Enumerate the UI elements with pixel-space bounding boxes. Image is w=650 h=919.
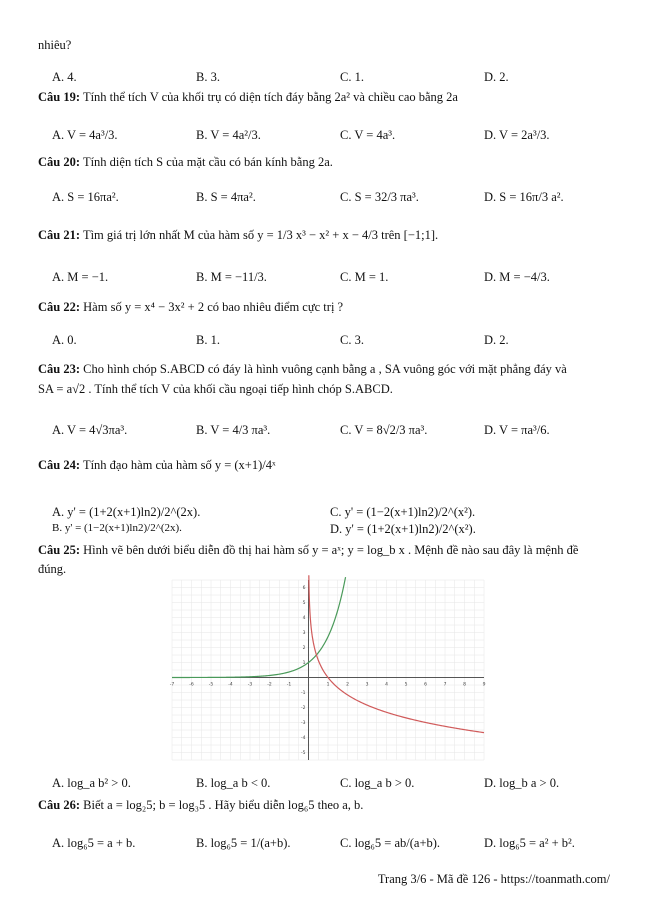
q18-option-a: A. 4. [52,70,77,84]
q23-option-b: B. V = 4/3 πa³. [196,423,271,437]
y-tick-label: -5 [301,751,306,756]
q21-option-d: D. M = −4/3. [484,270,550,284]
x-tick-label: 3 [365,682,369,688]
q23-text-line1: Cho hình chóp S.ABCD có đáy là hình vuông cạnh bằng a , SA vuông góc với mặt phẳng đáy và [83,362,567,376]
q19-label: Câu 19: [38,90,81,104]
x-tick-label: -4 [228,682,233,688]
x-tick-label: -7 [169,682,175,688]
q24-text: Tính đạo hàm của hàm số y = (x+1)/4ˣ [82,458,276,472]
x-tick-label: -3 [247,682,253,688]
q22-text: Hàm số y = x⁴ − 3x² + 2 có bao nhiêu điểm cực trị ? [83,300,344,314]
q19-option-b: B. V = 4a²/3. [196,128,261,142]
q23-option-a: A. V = 4√3πa³. [52,423,128,437]
q19-option-a: A. V = 4a³/3. [52,128,118,142]
y-tick-label: 1 [302,661,306,666]
q22-option-b: B. 1. [196,333,220,347]
y-tick-label: 3 [302,631,306,636]
q26-option-b: B. log₆5 = 1/(a+b). [196,836,291,850]
q24-option-c: C. y' = (1−2(x+1)ln2)/2^(x²). [330,505,476,519]
q20-option-d: D. S = 16π/3 a². [484,190,564,204]
q21-stem [38,228,438,243]
q23-text-line2: SA = a√2 . Tính thể tích V của khối cầu ngoại tiếp hình chóp S.ABCD. [38,382,393,396]
x-tick-label: 2 [346,682,349,688]
q18-option-c: C. 1. [340,70,364,84]
q22-label: Câu 22: [38,300,81,314]
y-tick-label: -4 [301,736,306,741]
y-tick-label: 6 [302,586,306,591]
q21-option-b: B. M = −11/3. [196,270,267,284]
q20-stem [38,155,333,170]
q20-option-b: B. S = 4πa². [196,190,256,204]
page-footer: Trang 3/6 - Mã đề 126 - https://toanmath.com/ [377,872,610,886]
x-tick-label: 1 [326,682,330,688]
q19-stem [38,90,458,105]
q23-option-d: D. V = πa³/6. [484,423,550,437]
q19-option-d: D. V = 2a³/3. [484,128,550,142]
q21-option-c: C. M = 1. [340,270,389,284]
q22-stem [38,300,343,315]
q20-text: Tính diện tích S của mặt cầu có bán kính bằng 2a. [82,155,333,169]
function-graph [169,580,486,760]
q25-option-c: C. log_a b > 0. [340,776,415,790]
x-tick-label: 9 [482,682,486,688]
question-tail: nhiêu? [38,38,72,52]
y-tick-label: -3 [301,721,306,726]
q25-text-line2: đúng. [38,562,67,576]
q21-option-a: A. M = −1. [52,270,109,284]
q25-text-line1: Hình vẽ bên dưới biểu diễn đồ thị hai hàm số y = aˣ; y = log_b x . Mệnh đề nào sau đây là mệnh đề [83,543,579,557]
x-tick-label: 6 [424,682,427,688]
q25-option-d: D. log_b a > 0. [484,776,560,790]
q23-stem [38,362,567,377]
y-tick-label: -2 [301,706,306,711]
q26-text: Biết a = log₂5; b = log₃5 . Hãy biểu diễn log₆5 theo a, b. [83,798,364,812]
y-tick-label: 5 [302,601,306,606]
y-tick-label: -1 [301,691,306,696]
x-tick-label: 4 [385,682,388,688]
q23-label: Câu 23: [38,362,81,376]
q26-option-d: D. log₆5 = a² + b². [484,836,575,850]
q25-option-a: A. log_a b² > 0. [52,776,131,790]
q21-text: Tìm giá trị lớn nhất M của hàm số y = 1/3 x³ − x² + x − 4/3 trên [−1;1]. [82,228,439,242]
q20-label: Câu 20: [38,155,81,169]
q24-label: Câu 24: [38,458,81,472]
q20-option-c: C. S = 32/3 πa³. [340,190,419,204]
x-tick-label: 5 [404,682,408,688]
q25-label: Câu 25: [38,543,81,557]
q22-option-c: C. 3. [340,333,364,347]
q24-option-b: B. y' = (1−2(x+1)ln2)/2^(2x). [52,522,182,534]
q20-option-a: A. S = 16πa². [52,190,119,204]
q19-text: Tính thể tích V của khối trụ có diện tích đáy bằng 2a² và chiều cao bằng 2a [82,90,458,104]
q24-option-a: A. y' = (1+2(x+1)ln2)/2^(2x). [52,505,201,519]
x-tick-label: 8 [463,682,466,688]
x-tick-label: 7 [443,682,447,688]
y-tick-label: 2 [302,646,306,651]
q26-option-a: A. log₆5 = a + b. [52,836,136,850]
q22-option-d: D. 2. [484,333,509,347]
x-tick-label: -2 [267,682,272,688]
q26-label: Câu 26: [38,798,81,812]
q19-option-c: C. V = 4a³. [340,128,396,142]
q26-option-c: C. log₆5 = ab/(a+b). [340,836,441,850]
x-tick-label: -5 [208,682,214,688]
q23-option-c: C. V = 8√2/3 πa³. [340,423,428,437]
q24-option-d: D. y' = (1+2(x+1)ln2)/2^(x²). [330,522,476,536]
q22-option-a: A. 0. [52,333,77,347]
q24-stem [38,458,276,473]
q25-option-b: B. log_a b < 0. [196,776,271,790]
q21-label: Câu 21: [38,228,81,242]
y-tick-label: 4 [302,616,306,621]
q18-option-d: D. 2. [484,70,509,84]
q18-option-b: B. 3. [196,70,220,84]
x-tick-label: -6 [189,682,194,688]
q25-stem [38,543,578,558]
x-tick-label: -1 [286,682,292,688]
q26-stem [38,798,363,813]
